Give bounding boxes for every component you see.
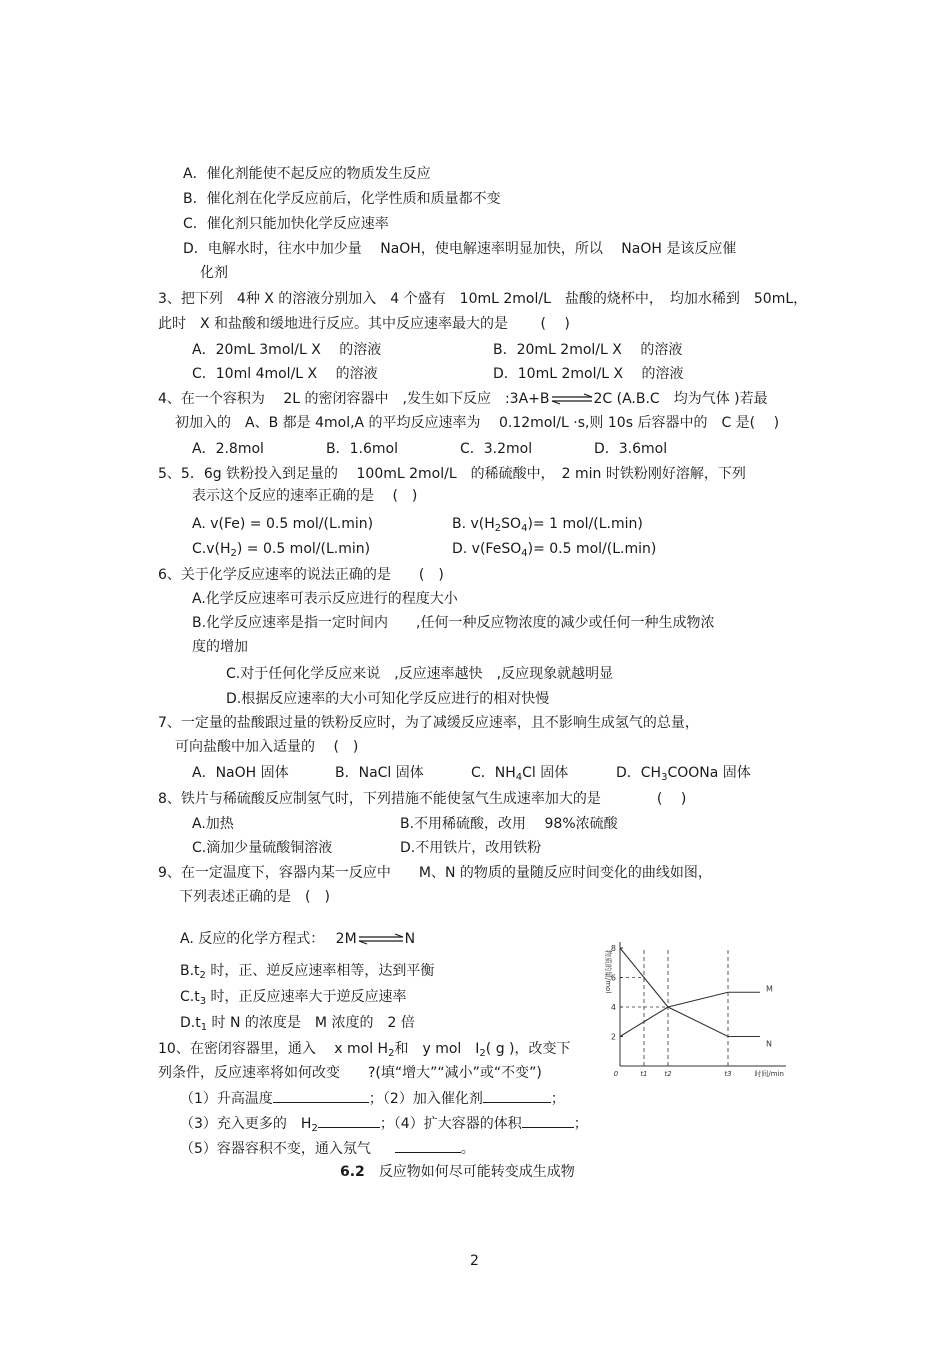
q2-option-d-line2: 化剂 xyxy=(200,265,228,281)
q7-stem-line2: 可向盐酸中加入适量的 ( ) xyxy=(175,739,359,755)
reversible-arrow-icon xyxy=(550,393,594,405)
q7-option-b: B．NaCl 固体 xyxy=(335,765,424,781)
q3-option-d: D．10mL 2mol/L X 的溶液 xyxy=(493,366,684,382)
q9-option-b xyxy=(180,962,434,980)
q5-option-c-text2: ) = 0.5 mol/(L.min) xyxy=(236,541,371,557)
q7-option-d xyxy=(616,764,751,782)
q6-option-a: A.化学反应速率可表示反应进行的程度大小 xyxy=(192,591,458,607)
series-label-M: M xyxy=(766,984,773,994)
q8-stem: 8、铁片与稀硫酸反应制氢气时，下列措施不能使氢气生成速率加大的是 ( ) xyxy=(158,791,687,807)
q10-item1-label: （1）升高温度 xyxy=(180,1091,273,1107)
q10-item2-label: ；（2）加入催化剂 xyxy=(368,1091,483,1107)
q10-stem-line1-text3: ( g )，改变下 xyxy=(485,1041,571,1057)
q5-option-b-sub2: 4 xyxy=(521,523,528,534)
q5-option-b-sub: 2 xyxy=(494,523,502,534)
chart-guides xyxy=(620,948,728,1066)
q3-option-a: A．20mL 3mol/L X 的溶液 xyxy=(192,342,382,358)
q10-item-1-2 xyxy=(180,1088,565,1108)
q10-item3-sub: 2 xyxy=(311,1123,318,1134)
chart-labels xyxy=(604,944,784,1078)
q4-option-b: B．1.6mol xyxy=(326,441,398,457)
q10-item4-label: ；（4）扩大容器的体积 xyxy=(379,1116,522,1132)
q9-option-c-sub: 3 xyxy=(199,996,207,1007)
q5-option-c-text: C.v(H xyxy=(192,541,231,557)
q5-option-c-sub: 2 xyxy=(230,548,237,559)
section-heading xyxy=(340,1163,575,1181)
q5-option-b-text3: )= 1 mol/(L.min) xyxy=(527,516,643,532)
q10-stem-line1-text2: 和 y mol I xyxy=(394,1041,480,1057)
q7-stem-line1: 7、一定量的盐酸跟过量的铁粉反应时，为了减缓反应速率，且不影响生成氢气的总量， xyxy=(158,715,699,731)
x-tick-label: 0 xyxy=(613,1070,619,1078)
q9-option-a-text: A. 反应的化学方程式： 2M xyxy=(180,931,357,947)
q10-item-5 xyxy=(180,1138,475,1158)
q6-option-d: D.根据反应速率的大小可知化学反应进行的相对快慢 xyxy=(226,691,550,707)
q10-item-3-4 xyxy=(180,1113,588,1133)
x-axis-label: 时间/min xyxy=(754,1070,784,1078)
q4-option-a: A．2.8mol xyxy=(192,441,264,457)
q10-answer-blank-1[interactable] xyxy=(273,1088,369,1103)
page-number: 2 xyxy=(470,1253,479,1269)
q9-option-c-text2: 时，正反应速率大于逆反应速率 xyxy=(206,989,407,1005)
q10-answer-blank-2[interactable] xyxy=(483,1088,551,1103)
x-tick-label: t2 xyxy=(664,1070,672,1078)
q7-option-c-text2: Cl 固体 xyxy=(522,765,569,781)
q9-amount-time-chart xyxy=(598,930,792,1078)
q9-option-d-text: D.t xyxy=(180,1015,201,1031)
q10-item-end: ； xyxy=(573,1116,588,1132)
q2-option-b: B．催化剂在化学反应前后，化学性质和质量都不变 xyxy=(183,191,501,207)
series-line-M xyxy=(620,992,760,1036)
q7-option-c-text: C．NH xyxy=(471,765,516,781)
q8-option-c: C.滴加少量硫酸铜溶液 xyxy=(192,840,333,856)
y-tick-label: 6 xyxy=(610,973,616,983)
q4-stem-line1 xyxy=(158,390,768,408)
q3-stem-line2: 此时 X 和盐酸和缓地进行反应。其中反应速率最大的是 ( ) xyxy=(158,316,570,332)
chart-axes xyxy=(620,942,786,1066)
q5-option-d-text: D. v(FeSO xyxy=(452,541,522,557)
q7-option-d-sub: 3 xyxy=(661,772,668,783)
chart-series xyxy=(620,948,760,1037)
section-title: 反应物如何尽可能转变成生成物 xyxy=(378,1164,575,1180)
q10-answer-blank-4[interactable] xyxy=(522,1113,574,1128)
q10-answer-blank-5[interactable] xyxy=(395,1138,461,1153)
q9-option-d xyxy=(180,1014,415,1032)
y-axis-label: 物质的量/mol xyxy=(604,950,612,994)
q3-option-b: B．20mL 2mol/L X 的溶液 xyxy=(493,342,683,358)
q5-stem-line2: 表示这个反应的速率正确的是 ( ) xyxy=(192,488,418,504)
q2-option-a: A．催化剂能使不起反应的物质发生反应 xyxy=(183,166,431,182)
q7-option-d-text2: COONa 固体 xyxy=(667,765,751,781)
q10-stem-line1-text: 10、在密闭容器里，通入 x mol H xyxy=(158,1041,389,1057)
q10-item5-label: （5）容器容积不变，通入氖气 xyxy=(180,1141,371,1157)
q9-option-b-text2: 时，正、逆反应速率相等，达到平衡 xyxy=(205,963,435,979)
x-tick-label: t3 xyxy=(724,1070,732,1078)
q10-stem-line1-sub: 2 xyxy=(388,1048,395,1059)
q9-option-c xyxy=(180,988,407,1006)
q9-option-b-sub: 2 xyxy=(199,970,206,981)
q9-option-d-text2: 时 N 的浓度是 M 浓度的 2 倍 xyxy=(207,1015,415,1031)
q9-option-d-sub: 1 xyxy=(200,1022,208,1033)
q5-option-a: A. v(Fe) = 0.5 mol/(L.min) xyxy=(192,516,374,532)
q10-item5-end: 。 xyxy=(460,1141,475,1157)
q5-option-b-text2: SO xyxy=(501,516,522,532)
q5-option-b xyxy=(452,515,643,533)
q9-stem-line1: 9、在一定温度下，容器内某一反应中 M、N 的物质的量随反应时间变化的曲线如图， xyxy=(158,865,712,881)
q7-option-a: A．NaOH 固体 xyxy=(192,765,289,781)
q5-option-c xyxy=(192,540,370,558)
q9-option-a-product: N xyxy=(404,931,416,947)
q5-option-d xyxy=(452,540,656,558)
q9-option-b-text: B.t xyxy=(180,963,200,979)
q2-option-d-line1: D．电解水时，往水中加少量 NaOH，使电解速率明显加快，所以 NaOH 是该反应催 xyxy=(183,241,737,257)
q5-stem-line1: 5、5．6g 铁粉投入到足量的 100mL 2mol/L 的稀硫酸中， 2 min 时铁粉刚好溶解，下列 xyxy=(158,466,746,482)
q4-stem-line1-part-b: 2C (A.B.C 均为气体 )若最 xyxy=(593,391,768,407)
q4-option-d: D．3.6mol xyxy=(594,441,668,457)
q3-option-c: C．10ml 4mol/L X 的溶液 xyxy=(192,366,378,382)
q3-stem-line1: 3、把下列 4种 X 的溶液分别加入 4 个盛有 10mL 2mol/L 盐酸的烧杯中， 均加水稀到 50mL， xyxy=(158,291,808,307)
q8-option-a: A.加热 xyxy=(192,816,234,832)
q10-stem-line1-sub2: 2 xyxy=(479,1048,486,1059)
q5-option-d-sub: 4 xyxy=(521,548,528,559)
q7-option-c xyxy=(471,764,568,782)
q4-stem-line2: 初加入的 A、B 都是 4mol,A 的平均反应速率为 0.12mol/L ·s,则 10s 后容器中的 C 是( ) xyxy=(175,415,780,431)
q2-option-c: C．催化剂只能加快化学反应速率 xyxy=(183,216,389,232)
q5-option-b-text: B. v(H xyxy=(452,516,495,532)
q6-option-b-line2: 度的增加 xyxy=(192,639,248,655)
q8-option-d: D.不用铁片，改用铁粉 xyxy=(400,840,542,856)
q10-stem-line1 xyxy=(158,1040,571,1058)
q5-option-d-text2: )= 0.5 mol/(L.min) xyxy=(527,541,657,557)
q10-item3-label: （3）充入更多的 H xyxy=(180,1116,312,1132)
y-tick-label: 2 xyxy=(610,1032,616,1042)
x-tick-label: t1 xyxy=(640,1070,648,1078)
series-label-N: N xyxy=(766,1039,772,1049)
q6-stem: 6、关于化学反应速率的说法正确的是 ( ) xyxy=(158,567,444,583)
reversible-arrow-icon xyxy=(357,933,405,945)
section-number: 6.2 xyxy=(340,1164,365,1180)
q9-option-a xyxy=(180,930,415,948)
q10-stem-line2: 列条件，反应速率将如何改变 ?(填“增大”“减小”或“不变”) xyxy=(158,1065,542,1081)
q7-option-d-text: D．CH xyxy=(616,765,662,781)
y-tick-label: 4 xyxy=(610,1003,616,1012)
q8-option-b: B.不用稀硫酸，改用 98%浓硫酸 xyxy=(400,816,618,832)
q4-option-c: C．3.2mol xyxy=(460,441,533,457)
q6-option-c: C.对于任何化学反应来说 ,反应速率越快 ,反应现象就越明显 xyxy=(226,666,614,682)
q9-stem-line2: 下列表述正确的是 ( ) xyxy=(179,889,330,905)
q6-option-b-line1: B.化学反应速率是指一定时间内 ,任何一种反应物浓度的减少或任何一种生成物浓 xyxy=(192,615,715,631)
y-tick-label: 8 xyxy=(610,944,616,953)
q10-item-end: ； xyxy=(550,1091,565,1107)
q4-stem-line1-part-a: 4、在一个容积为 2L 的密闭容器中 ,发生如下反应 :3A+B xyxy=(158,391,550,407)
q9-option-c-text: C.t xyxy=(180,989,200,1005)
q7-option-c-sub: 4 xyxy=(515,772,523,783)
q10-answer-blank-3[interactable] xyxy=(318,1113,380,1128)
